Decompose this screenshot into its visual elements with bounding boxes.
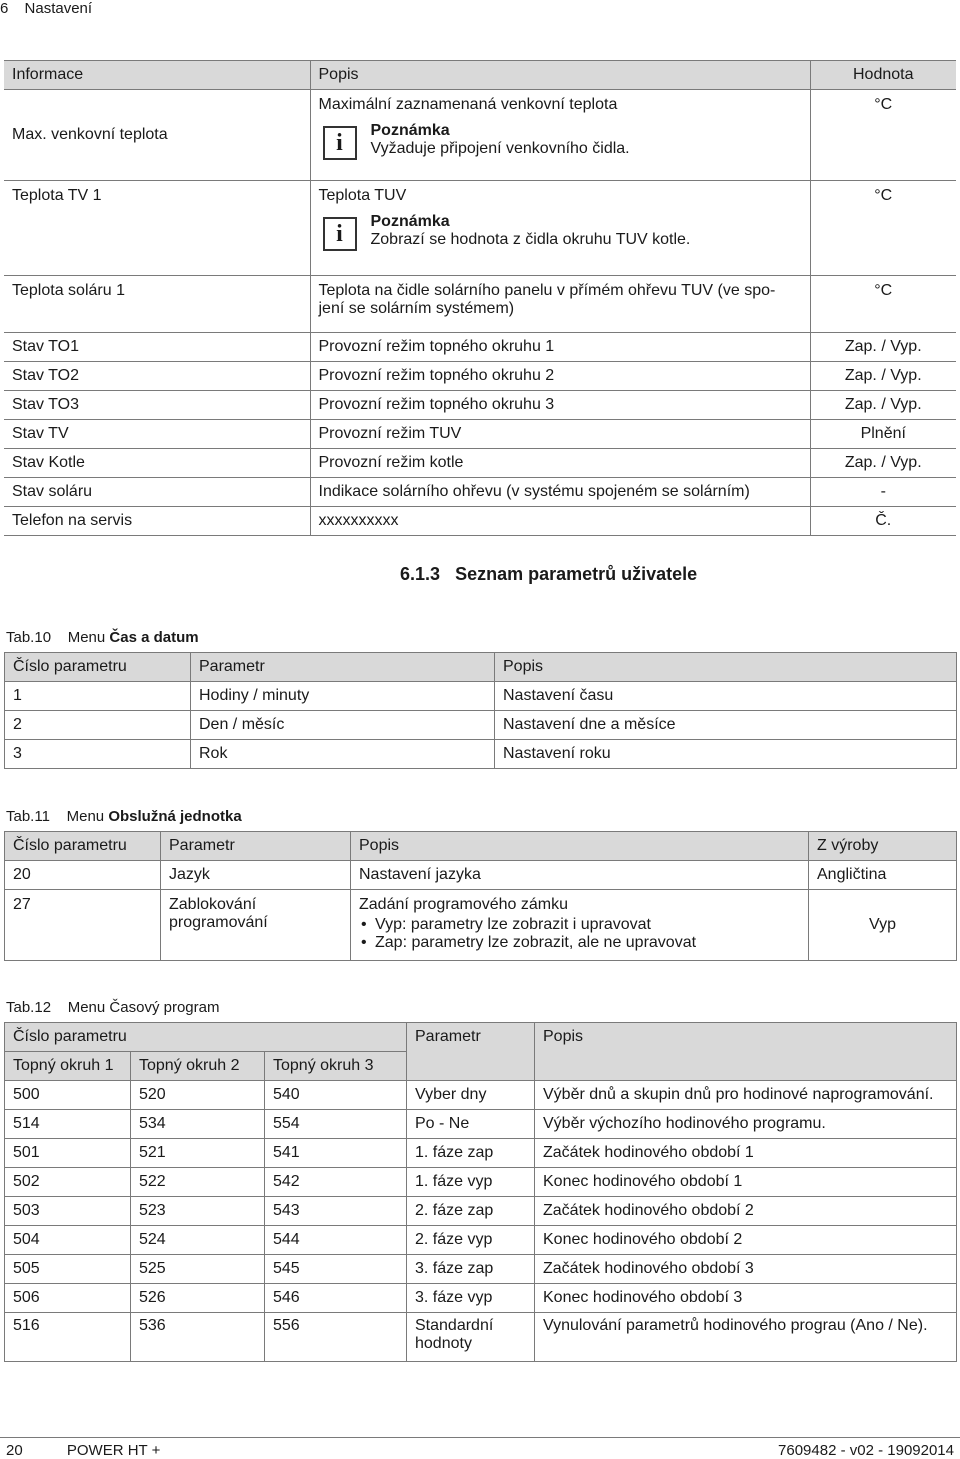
param-name: Hodiny / minuty	[191, 682, 495, 711]
column-header: Popis	[351, 832, 809, 861]
table-row	[5, 1197, 957, 1226]
row-name: Stav TV	[4, 420, 310, 449]
param-number: 554	[265, 1110, 407, 1139]
param-name: 1. fáze zap	[407, 1139, 535, 1168]
param-number: 502	[5, 1168, 131, 1197]
param-name: Jazyk	[161, 861, 351, 890]
note-title: Poznámka	[370, 213, 450, 230]
table-row	[5, 1168, 957, 1197]
table-row	[4, 362, 956, 391]
param-number: 27	[5, 890, 161, 961]
option-list	[359, 916, 800, 952]
row-desc-cont: jení se solárním systémem)	[318, 300, 515, 317]
table-caption	[6, 629, 199, 646]
param-number: 543	[265, 1197, 407, 1226]
table-row	[4, 507, 956, 536]
param-desc: Konec hodinového období 2	[535, 1226, 957, 1255]
table-header-row	[5, 832, 957, 861]
column-subheader: Topný okruh 1	[5, 1052, 131, 1081]
param-number: 525	[131, 1255, 265, 1284]
param-name: Rok	[191, 740, 495, 769]
info-icon: i	[323, 126, 357, 160]
table-caption	[6, 999, 219, 1016]
table-row	[4, 276, 956, 333]
row-desc: Provozní režim topného okruhu 1	[310, 333, 810, 362]
row-value: Zap. / Vyp.	[810, 449, 956, 478]
table-header-row	[4, 61, 956, 90]
param-default: Vyp	[809, 890, 957, 961]
param-desc: Výběr dnů a skupin dnů pro hodinové naprogramování.	[535, 1081, 957, 1110]
table-caption	[6, 808, 242, 825]
caption-menu: Menu	[66, 808, 105, 825]
table-row	[5, 1284, 957, 1313]
param-desc: Začátek hodinového období 3	[535, 1255, 957, 1284]
param-name: Den / měsíc	[191, 711, 495, 740]
param-number: 541	[265, 1139, 407, 1168]
note-box	[319, 213, 802, 251]
row-name: Teplota soláru 1	[4, 276, 310, 333]
param-name: Po - Ne	[407, 1110, 535, 1139]
row-name: Telefon na servis	[4, 507, 310, 536]
column-header: Parametr	[191, 653, 495, 682]
column-header: Popis	[310, 61, 810, 90]
param-number: 500	[5, 1081, 131, 1110]
info-icon: i	[323, 217, 357, 251]
row-name: Max. venkovní teplota	[4, 90, 310, 181]
param-name: 2. fáze zap	[407, 1197, 535, 1226]
row-desc: Maximální zaznamenaná venkovní teplota	[318, 96, 618, 113]
caption-menu: Menu	[67, 629, 106, 646]
param-number: 544	[265, 1226, 407, 1255]
column-subheader: Topný okruh 3	[265, 1052, 407, 1081]
param-desc: Vynulování parametrů hodinového prograu (Ano / Ne).	[535, 1313, 957, 1362]
param-number: 536	[131, 1313, 265, 1362]
row-desc: Provozní režim TUV	[310, 420, 810, 449]
table-header-row	[5, 1023, 957, 1052]
row-value: Č.	[810, 507, 956, 536]
note-text: Zobrazí se hodnota z čidla okruhu TUV kotle.	[370, 231, 691, 248]
caption-label: Tab.10	[6, 629, 52, 646]
param-desc: Začátek hodinového období 1	[535, 1139, 957, 1168]
section-number: 6.1.3	[400, 564, 441, 584]
param-desc: Konec hodinového období 3	[535, 1284, 957, 1313]
row-value: Zap. / Vyp.	[810, 391, 956, 420]
product-name: POWER HT +	[66, 1442, 161, 1459]
column-header: Informace	[4, 61, 310, 90]
section-title: Seznam parametrů uživatele	[455, 564, 698, 584]
param-name: 1. fáze vyp	[407, 1168, 535, 1197]
row-desc: Provozní režim topného okruhu 3	[310, 391, 810, 420]
param-default: Angličtina	[809, 861, 957, 890]
note-title: Poznámka	[370, 122, 450, 139]
row-value: Plnění	[810, 420, 956, 449]
param-name: 3. fáze zap	[407, 1255, 535, 1284]
table-row	[5, 711, 957, 740]
list-item: • Zap: parametry lze zobrazit, ale ne upravovat	[373, 934, 800, 952]
param-desc: Nastavení roku	[495, 740, 957, 769]
section-heading	[400, 564, 697, 585]
chapter-number: 6	[0, 0, 9, 17]
param-number: 522	[131, 1168, 265, 1197]
param-number: 526	[131, 1284, 265, 1313]
column-header: Parametr	[407, 1023, 535, 1081]
column-header: Hodnota	[810, 61, 956, 90]
param-number: 503	[5, 1197, 131, 1226]
caption-menu-name: Čas a datum	[109, 629, 199, 646]
param-number: 545	[265, 1255, 407, 1284]
param-desc: Nastavení času	[495, 682, 957, 711]
table-row	[5, 740, 957, 769]
row-value: Zap. / Vyp.	[810, 362, 956, 391]
param-number: 520	[131, 1081, 265, 1110]
table-row	[4, 391, 956, 420]
row-name: Stav soláru	[4, 478, 310, 507]
param-number: 3	[5, 740, 191, 769]
row-desc: Teplota TUV	[318, 187, 407, 204]
row-value: °C	[810, 90, 956, 181]
row-name: Teplota TV 1	[4, 181, 310, 276]
table-row	[5, 1139, 957, 1168]
row-value: -	[810, 478, 956, 507]
table-row	[4, 90, 956, 181]
row-desc: xxxxxxxxxx	[310, 507, 810, 536]
param-name: Zablokování	[169, 896, 257, 913]
param-desc: Nastavení dne a měsíce	[495, 711, 957, 740]
row-name: Stav TO2	[4, 362, 310, 391]
param-number: 20	[5, 861, 161, 890]
column-header: Číslo parametru	[5, 1023, 407, 1052]
param-name: Standardní	[415, 1317, 494, 1334]
note-box	[319, 122, 802, 160]
param-number: 534	[131, 1110, 265, 1139]
table-row	[5, 861, 957, 890]
param-name: 3. fáze vyp	[407, 1284, 535, 1313]
caption-label: Tab.12	[6, 999, 52, 1016]
param-number: 504	[5, 1226, 131, 1255]
column-header: Popis	[495, 653, 957, 682]
param-number: 1	[5, 682, 191, 711]
param-desc: Začátek hodinového období 2	[535, 1197, 957, 1226]
param-desc: Výběr výchozího hodinového programu.	[535, 1110, 957, 1139]
row-desc: Teplota na čidle solárního panelu v přímém ohřevu TUV (ve spo-	[318, 282, 776, 299]
page-number: 20	[6, 1442, 23, 1459]
table-row	[4, 420, 956, 449]
row-name: Stav TO1	[4, 333, 310, 362]
note-text: Vyžaduje připojení venkovního čidla.	[370, 140, 630, 157]
table-row	[5, 1313, 957, 1362]
time-date-table	[4, 652, 957, 769]
param-desc: Konec hodinového období 1	[535, 1168, 957, 1197]
table-row	[4, 449, 956, 478]
row-name: Stav TO3	[4, 391, 310, 420]
document-id: 7609482 - v02 - 19092014	[778, 1442, 954, 1459]
row-value: Zap. / Vyp.	[810, 333, 956, 362]
table-header-row	[5, 653, 957, 682]
param-name: 2. fáze vyp	[407, 1226, 535, 1255]
table-row	[4, 181, 956, 276]
param-number: 521	[131, 1139, 265, 1168]
param-name: Vyber dny	[407, 1081, 535, 1110]
row-desc: Indikace solárního ohřevu (v systému spojeném se solárním)	[310, 478, 810, 507]
table-row	[4, 478, 956, 507]
time-program-table	[4, 1022, 957, 1362]
param-name-cont: hodnoty	[415, 1335, 472, 1352]
param-number: 556	[265, 1313, 407, 1362]
control-unit-table	[4, 831, 957, 961]
param-number: 542	[265, 1168, 407, 1197]
caption-menu-name: Obslužná jednotka	[108, 808, 242, 825]
column-header: Číslo parametru	[5, 832, 161, 861]
param-number: 2	[5, 711, 191, 740]
row-value: °C	[810, 181, 956, 276]
column-header: Popis	[535, 1023, 957, 1081]
param-number: 546	[265, 1284, 407, 1313]
caption-menu: Menu	[67, 999, 106, 1016]
param-number: 506	[5, 1284, 131, 1313]
param-number: 516	[5, 1313, 131, 1362]
column-subheader: Topný okruh 2	[131, 1052, 265, 1081]
table-row	[5, 890, 957, 961]
param-name-cont: programování	[169, 914, 268, 931]
table-row	[5, 1255, 957, 1284]
param-number: 540	[265, 1081, 407, 1110]
param-number: 514	[5, 1110, 131, 1139]
param-desc: Nastavení jazyka	[351, 861, 809, 890]
caption-label: Tab.11	[6, 808, 50, 825]
caption-menu-name: Časový program	[109, 999, 220, 1016]
row-desc: Provozní režim kotle	[310, 449, 810, 478]
table-row	[5, 682, 957, 711]
list-item: • Vyp: parametry lze zobrazit i upravovat	[373, 916, 800, 934]
param-number: 523	[131, 1197, 265, 1226]
table-row	[5, 1226, 957, 1255]
footer-divider	[0, 1437, 960, 1438]
column-header: Parametr	[161, 832, 351, 861]
footer-left	[6, 1442, 200, 1459]
param-number: 524	[131, 1226, 265, 1255]
chapter-title: Nastavení	[24, 0, 93, 17]
row-value: °C	[810, 276, 956, 333]
row-desc: Provozní režim topného okruhu 2	[310, 362, 810, 391]
column-header: Z výroby	[809, 832, 957, 861]
info-table	[4, 60, 956, 536]
param-number: 501	[5, 1139, 131, 1168]
param-desc: Zadání programového zámku	[359, 896, 568, 913]
table-row	[4, 333, 956, 362]
row-name: Stav Kotle	[4, 449, 310, 478]
table-row	[5, 1081, 957, 1110]
table-row	[5, 1110, 957, 1139]
page-header	[0, 0, 104, 17]
param-number: 505	[5, 1255, 131, 1284]
column-header: Číslo parametru	[5, 653, 191, 682]
